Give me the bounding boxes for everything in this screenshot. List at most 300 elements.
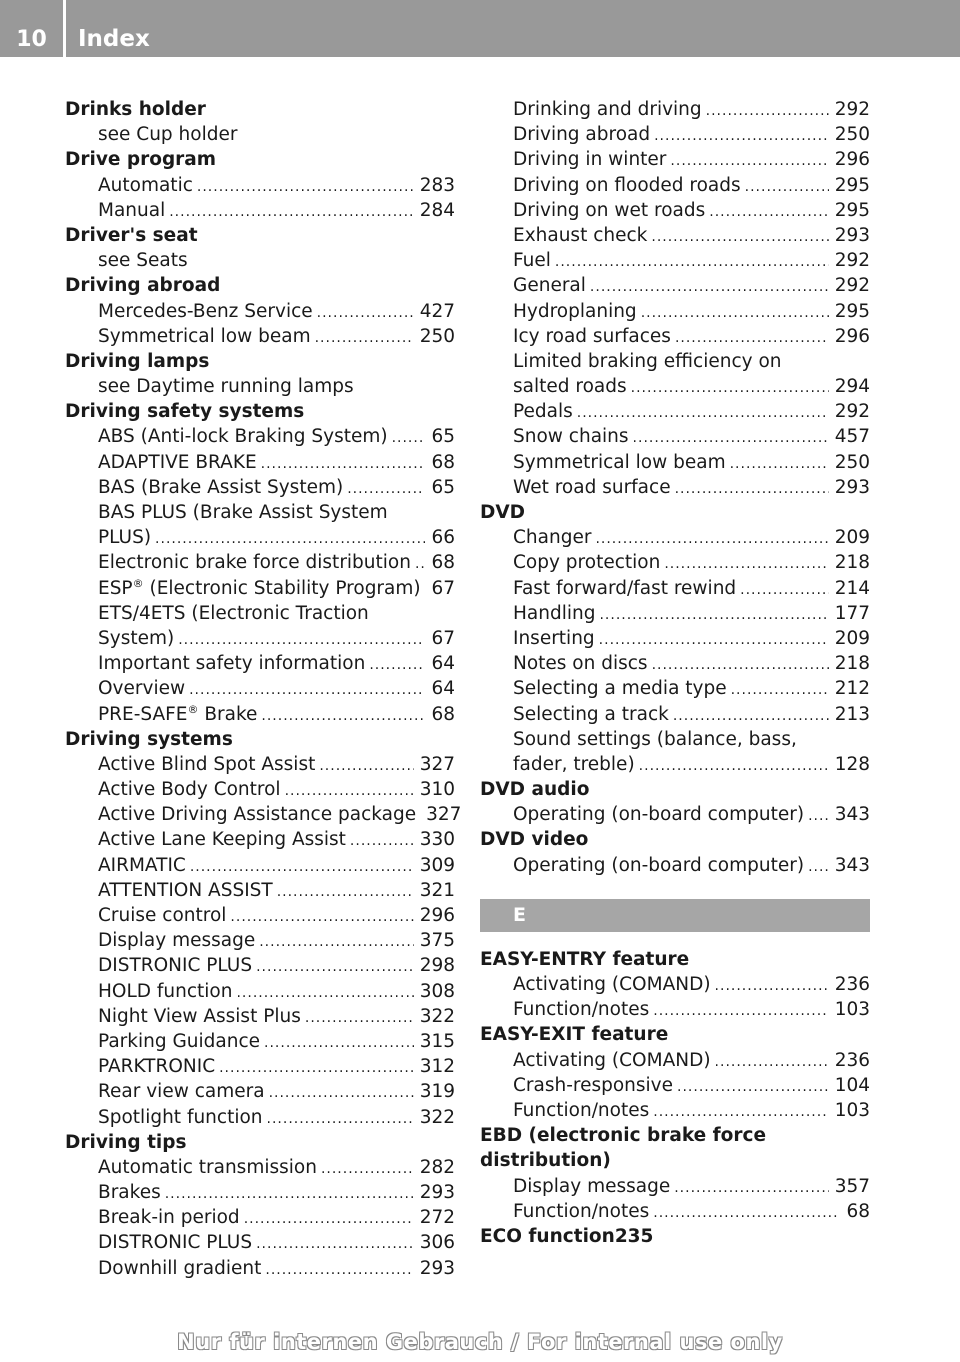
page-reference: 218 bbox=[834, 653, 870, 675]
entry-label: Fast forward/fast rewind bbox=[513, 577, 737, 599]
page-reference: 284 bbox=[419, 199, 455, 221]
page-reference: 427 bbox=[419, 300, 455, 322]
page-reference: 272 bbox=[419, 1207, 455, 1229]
index-entry bbox=[480, 173, 870, 198]
index-entry bbox=[480, 223, 870, 248]
entry-label: Function/notes bbox=[513, 1200, 650, 1222]
entry-label: Mercedes-Benz Service bbox=[98, 300, 313, 322]
page-reference: 212 bbox=[834, 678, 870, 700]
dot-leader bbox=[653, 997, 828, 1022]
dot-leader bbox=[305, 1004, 414, 1029]
index-entry bbox=[65, 1054, 455, 1079]
page-reference: 322 bbox=[419, 1106, 455, 1128]
index-entry bbox=[480, 702, 870, 727]
entry-label: Driving on flooded roads bbox=[513, 174, 741, 196]
dot-leader bbox=[317, 299, 414, 324]
entry-label: Selecting a track bbox=[513, 703, 669, 725]
dot-leader bbox=[633, 424, 829, 449]
index-subentry: see Daytime running lamps bbox=[98, 376, 354, 398]
page-reference: 282 bbox=[419, 1156, 455, 1178]
dot-leader bbox=[670, 147, 828, 172]
index-entry bbox=[480, 576, 870, 601]
page-reference: 103 bbox=[834, 999, 870, 1021]
page-reference: 457 bbox=[834, 426, 870, 448]
dot-leader bbox=[321, 1155, 414, 1180]
index-entry bbox=[480, 997, 870, 1022]
index-entry bbox=[65, 1004, 455, 1029]
page-reference: 293 bbox=[834, 224, 870, 246]
index-subentry: Limited braking efficiency on bbox=[513, 350, 782, 372]
page-reference: 322 bbox=[419, 1005, 455, 1027]
entry-label: Hydroplaning bbox=[513, 300, 637, 322]
index-heading: Drive program bbox=[65, 149, 217, 171]
entry-label: ATTENTION ASSIST bbox=[98, 879, 273, 901]
entry-label: Pedals bbox=[513, 401, 573, 423]
dot-leader bbox=[654, 122, 829, 147]
entry-label: Operating (on-board computer) bbox=[513, 854, 805, 876]
entry-label: BAS (Brake Assist System) bbox=[98, 476, 344, 498]
index-heading: Driving lamps bbox=[65, 350, 210, 372]
page-reference: 292 bbox=[834, 99, 870, 120]
index-entry bbox=[480, 424, 870, 449]
entry-label: Automatic transmission bbox=[98, 1156, 317, 1178]
dot-leader bbox=[631, 374, 829, 399]
entry-label: Active Lane Keeping Assist bbox=[98, 829, 346, 851]
index-entry bbox=[480, 97, 870, 122]
entry-label: Symmetrical low beam bbox=[98, 325, 311, 347]
page-reference: 68 bbox=[431, 552, 455, 574]
entry-label: PRE-SAFE® Brake bbox=[98, 702, 258, 725]
entry-label: AIRMATIC bbox=[98, 854, 186, 876]
dot-leader bbox=[319, 752, 413, 777]
index-entry bbox=[65, 777, 455, 802]
dot-leader bbox=[350, 827, 414, 852]
index-heading bbox=[480, 1224, 870, 1249]
dot-leader bbox=[715, 972, 829, 997]
page-reference: 295 bbox=[834, 300, 870, 322]
index-entry bbox=[480, 273, 870, 298]
entry-label: Cruise control bbox=[98, 905, 227, 926]
page-reference: 218 bbox=[834, 552, 870, 574]
index-entry bbox=[65, 928, 455, 953]
page-reference: 343 bbox=[834, 854, 870, 876]
index-entry bbox=[480, 601, 870, 626]
entry-label: DISTRONIC PLUS bbox=[98, 1232, 253, 1254]
entry-label: Exhaust check bbox=[513, 224, 648, 246]
index-entry bbox=[65, 299, 455, 324]
index-entry bbox=[65, 702, 455, 727]
index-heading: Driving systems bbox=[65, 728, 233, 750]
entry-label: Active Body Control bbox=[98, 779, 281, 801]
index-entry bbox=[480, 550, 870, 575]
dot-leader bbox=[269, 1079, 414, 1104]
dot-leader bbox=[189, 676, 425, 701]
index-heading: DVD bbox=[480, 502, 526, 523]
index-entry bbox=[65, 525, 455, 550]
dot-leader bbox=[244, 1205, 414, 1230]
dot-leader bbox=[347, 475, 425, 500]
dot-leader bbox=[236, 979, 413, 1004]
page-reference: 298 bbox=[419, 955, 455, 977]
page-reference: 296 bbox=[419, 905, 455, 926]
page-reference: 296 bbox=[834, 149, 870, 171]
dot-leader bbox=[599, 601, 828, 626]
index-entry bbox=[65, 651, 455, 676]
page-reference: 295 bbox=[834, 199, 870, 221]
index-heading: Driver's seat bbox=[65, 224, 198, 246]
entry-label: PLUS) bbox=[98, 527, 152, 549]
entry-label: Icy road surfaces bbox=[513, 325, 671, 347]
entry-label: Function/notes bbox=[513, 999, 650, 1021]
page-reference: 293 bbox=[419, 1182, 455, 1204]
index-entry bbox=[65, 953, 455, 978]
page-reference: 236 bbox=[834, 974, 870, 995]
entry-label: Rear view camera bbox=[98, 1081, 265, 1103]
index-entry bbox=[65, 853, 455, 878]
index-entry bbox=[480, 1199, 870, 1224]
index-column-right bbox=[480, 97, 870, 1249]
page-reference: 209 bbox=[834, 527, 870, 549]
dot-leader bbox=[745, 173, 829, 198]
page-reference: 103 bbox=[834, 1099, 870, 1121]
entry-label: Fuel bbox=[513, 250, 551, 272]
index-entry bbox=[65, 827, 455, 852]
entry-label: Driving on wet roads bbox=[513, 199, 706, 221]
index-subentry: ETS/4ETS (Electronic Traction bbox=[98, 602, 369, 624]
dot-leader bbox=[277, 878, 414, 903]
page-reference: 343 bbox=[834, 804, 870, 826]
index-entry bbox=[65, 1205, 455, 1230]
entry-label: ADAPTIVE BRAKE bbox=[98, 451, 257, 473]
page-reference: 65 bbox=[431, 426, 455, 448]
index-entry bbox=[65, 1105, 455, 1130]
entry-label: Operating (on-board computer) bbox=[513, 804, 805, 826]
index-subentry: Sound settings (balance, bass, bbox=[513, 728, 797, 750]
index-entry bbox=[480, 147, 870, 172]
entry-label: Snow chains bbox=[513, 426, 629, 448]
index-entry bbox=[480, 853, 870, 878]
index-heading: Drinks holder bbox=[65, 99, 206, 120]
page-reference: 213 bbox=[834, 703, 870, 725]
index-subentry: see Seats bbox=[98, 250, 188, 272]
dot-leader bbox=[190, 853, 414, 878]
dot-leader bbox=[730, 450, 829, 475]
dot-leader bbox=[715, 1048, 829, 1073]
entry-label: Automatic bbox=[98, 174, 193, 196]
entry-label: Important safety information bbox=[98, 653, 366, 675]
index-entry bbox=[65, 424, 455, 449]
index-entry bbox=[65, 1079, 455, 1104]
entry-label: Spotlight function bbox=[98, 1106, 263, 1128]
page-reference: 330 bbox=[419, 829, 455, 851]
dot-leader bbox=[652, 651, 829, 676]
page-reference: 292 bbox=[834, 401, 870, 423]
dot-leader bbox=[673, 702, 829, 727]
entry-label: Manual bbox=[98, 199, 166, 221]
dot-leader bbox=[155, 525, 425, 550]
page-header bbox=[0, 0, 960, 57]
dot-leader bbox=[641, 299, 829, 324]
page-reference: 319 bbox=[419, 1081, 455, 1103]
dot-leader bbox=[285, 777, 414, 802]
page-reference: 309 bbox=[419, 854, 455, 876]
entry-label: HOLD function bbox=[98, 980, 233, 1002]
dot-leader bbox=[165, 1180, 414, 1205]
page-number: 10 bbox=[16, 27, 47, 52]
index-heading: distribution) bbox=[480, 1150, 611, 1172]
entry-label: Wet road surface bbox=[513, 476, 671, 498]
dot-leader bbox=[259, 928, 413, 953]
page-reference: 209 bbox=[834, 627, 870, 649]
entry-label: ECO function bbox=[480, 1225, 615, 1247]
page-reference: 327 bbox=[419, 753, 455, 775]
page-title: Index bbox=[78, 26, 150, 52]
dot-leader bbox=[425, 576, 426, 601]
page-reference: 250 bbox=[419, 325, 455, 347]
index-heading: DVD audio bbox=[480, 779, 590, 801]
index-entry bbox=[480, 122, 870, 147]
page-reference: 295 bbox=[834, 174, 870, 196]
page-reference: 66 bbox=[431, 527, 455, 549]
page-reference: 357 bbox=[834, 1175, 870, 1197]
entry-label: Night View Assist Plus bbox=[98, 1005, 301, 1027]
index-entry bbox=[65, 173, 455, 198]
dot-leader bbox=[577, 399, 829, 424]
index-heading: Driving tips bbox=[65, 1131, 187, 1153]
page-reference: 312 bbox=[419, 1056, 455, 1078]
index-heading: EASY-ENTRY feature bbox=[480, 948, 690, 970]
index-entry bbox=[480, 525, 870, 550]
page-reference: 67 bbox=[431, 627, 455, 649]
index-entry bbox=[65, 878, 455, 903]
dot-leader bbox=[267, 1105, 414, 1130]
dot-leader bbox=[265, 1256, 413, 1281]
index-entry bbox=[65, 576, 455, 601]
index-entry bbox=[480, 1098, 870, 1123]
entry-label: Crash-responsive bbox=[513, 1074, 674, 1096]
page-reference: 321 bbox=[419, 879, 455, 901]
entry-label: Display message bbox=[98, 930, 256, 952]
index-entry bbox=[65, 475, 455, 500]
entry-label: Selecting a media type bbox=[513, 678, 727, 700]
header-divider bbox=[63, 0, 66, 57]
page-reference: 68 bbox=[846, 1200, 870, 1222]
index-column-left bbox=[65, 97, 462, 1281]
page-reference: 294 bbox=[834, 376, 870, 398]
entry-label: DISTRONIC PLUS bbox=[98, 955, 253, 977]
dot-leader bbox=[256, 953, 414, 978]
entry-label: Notes on discs bbox=[513, 653, 648, 675]
dot-leader bbox=[230, 903, 413, 928]
dot-leader bbox=[674, 1174, 828, 1199]
page-reference: 315 bbox=[419, 1030, 455, 1052]
dot-leader bbox=[261, 450, 426, 475]
entry-label: Downhill gradient bbox=[98, 1257, 262, 1279]
page-reference: 283 bbox=[419, 174, 455, 196]
page-reference: 293 bbox=[419, 1257, 455, 1279]
index-entry bbox=[480, 676, 870, 701]
index-entry bbox=[65, 1029, 455, 1054]
entry-label: Drinking and driving bbox=[513, 99, 702, 120]
page-reference: 306 bbox=[419, 1232, 455, 1254]
index-entry bbox=[480, 651, 870, 676]
page-reference: 68 bbox=[431, 451, 455, 473]
dot-leader bbox=[675, 475, 829, 500]
entry-label: Copy protection bbox=[513, 552, 661, 574]
entry-label: Active Driving Assistance package bbox=[98, 804, 417, 826]
entry-label: Inserting bbox=[513, 627, 595, 649]
index-entry bbox=[480, 374, 870, 399]
entry-label: Active Blind Spot Assist bbox=[98, 753, 316, 775]
entry-label: Changer bbox=[513, 527, 592, 549]
footer-watermark: Nur für internen Gebrauch / For internal use only bbox=[177, 1330, 783, 1354]
dot-leader bbox=[369, 651, 425, 676]
index-entry bbox=[65, 626, 455, 651]
page-reference: 292 bbox=[834, 250, 870, 272]
entry-label: ESP® (Electronic Stability Program) bbox=[98, 576, 421, 599]
dot-leader bbox=[392, 424, 426, 449]
page-reference: 128 bbox=[834, 753, 870, 775]
index-entry bbox=[480, 626, 870, 651]
page-reference: 236 bbox=[834, 1049, 870, 1071]
index-entry bbox=[480, 1048, 870, 1073]
dot-leader bbox=[169, 198, 413, 223]
dot-leader bbox=[677, 1073, 829, 1098]
index-entry bbox=[480, 450, 870, 475]
dot-leader bbox=[651, 223, 828, 248]
index-heading: EASY-EXIT feature bbox=[480, 1024, 669, 1046]
section-letter-bar: E bbox=[480, 899, 870, 932]
page-reference: 308 bbox=[419, 980, 455, 1002]
index-entry bbox=[65, 1256, 455, 1281]
dot-leader bbox=[709, 198, 828, 223]
index-heading: EBD (electronic brake force bbox=[480, 1125, 767, 1147]
index-entry bbox=[480, 198, 870, 223]
dot-leader bbox=[808, 802, 829, 827]
page-reference: 296 bbox=[834, 325, 870, 347]
index-entry bbox=[480, 1073, 870, 1098]
dot-leader bbox=[264, 1029, 414, 1054]
dot-leader bbox=[178, 626, 425, 651]
dot-leader bbox=[599, 626, 829, 651]
index-entry bbox=[65, 979, 455, 1004]
dot-leader bbox=[639, 752, 829, 777]
page-reference: 104 bbox=[834, 1074, 870, 1096]
dot-leader bbox=[731, 676, 829, 701]
entry-label: Symmetrical low beam bbox=[513, 451, 726, 473]
dot-leader bbox=[590, 273, 829, 298]
index-entry bbox=[480, 1174, 870, 1199]
index-entry bbox=[480, 248, 870, 273]
page-reference: 235 bbox=[614, 1225, 654, 1247]
entry-label: Parking Guidance bbox=[98, 1030, 261, 1052]
dot-leader bbox=[256, 1230, 414, 1255]
entry-label: ABS (Anti-lock Braking System) bbox=[98, 426, 388, 448]
dot-leader bbox=[808, 853, 829, 878]
index-entry bbox=[480, 299, 870, 324]
entry-label: salted roads bbox=[513, 376, 627, 398]
page-reference: 327 bbox=[426, 804, 462, 826]
entry-label: Display message bbox=[513, 1175, 671, 1197]
page-reference: 64 bbox=[431, 653, 455, 675]
page-reference: 65 bbox=[431, 476, 455, 498]
index-entry bbox=[480, 972, 870, 997]
entry-label: System) bbox=[98, 627, 175, 649]
index-entry bbox=[65, 1180, 455, 1205]
index-entry bbox=[65, 676, 455, 701]
dot-leader bbox=[415, 550, 425, 575]
dot-leader bbox=[740, 576, 829, 601]
page-reference: 292 bbox=[834, 275, 870, 297]
index-heading: DVD video bbox=[480, 829, 589, 851]
index-entry bbox=[65, 802, 462, 827]
entry-label: Overview bbox=[98, 678, 186, 700]
dot-leader bbox=[675, 324, 829, 349]
page-reference: 64 bbox=[431, 678, 455, 700]
entry-label: Handling bbox=[513, 602, 596, 624]
entry-label: Brakes bbox=[98, 1182, 161, 1204]
dot-leader bbox=[555, 248, 829, 273]
index-entry bbox=[65, 550, 455, 575]
index-entry bbox=[480, 475, 870, 500]
entry-label: Driving in winter bbox=[513, 149, 667, 171]
page-reference: 375 bbox=[419, 930, 455, 952]
index-entry bbox=[480, 752, 870, 777]
page-reference: 310 bbox=[419, 779, 455, 801]
page-reference: 67 bbox=[431, 577, 455, 599]
entry-label: Function/notes bbox=[513, 1099, 650, 1121]
index-entry bbox=[65, 198, 455, 223]
index-entry bbox=[65, 324, 455, 349]
page-reference: 177 bbox=[834, 602, 870, 624]
index-entry bbox=[480, 399, 870, 424]
dot-leader bbox=[706, 97, 829, 122]
entry-label: Electronic brake force distribution bbox=[98, 552, 411, 574]
page-reference: 250 bbox=[834, 451, 870, 473]
dot-leader bbox=[595, 525, 828, 550]
index-entry bbox=[65, 450, 455, 475]
entry-label: PARKTRONIC bbox=[98, 1056, 216, 1078]
index-entry bbox=[65, 752, 455, 777]
dot-leader bbox=[261, 702, 425, 727]
index-subentry: see Cup holder bbox=[98, 124, 238, 146]
page-reference: 250 bbox=[834, 124, 870, 146]
index-entry bbox=[65, 1155, 455, 1180]
dot-leader bbox=[219, 1054, 414, 1079]
index-entry bbox=[65, 1230, 455, 1255]
index-entry bbox=[65, 903, 455, 928]
index-entry bbox=[480, 324, 870, 349]
index-subentry: BAS PLUS (Brake Assist System bbox=[98, 502, 388, 523]
index-heading: Driving safety systems bbox=[65, 401, 305, 423]
entry-label: Driving abroad bbox=[513, 124, 651, 146]
dot-leader bbox=[664, 550, 828, 575]
entry-label: Activating (COMAND) bbox=[513, 974, 711, 995]
entry-label: General bbox=[513, 275, 586, 297]
entry-label: Activating (COMAND) bbox=[513, 1049, 711, 1071]
dot-leader bbox=[653, 1199, 840, 1224]
dot-leader bbox=[197, 173, 414, 198]
dot-leader bbox=[653, 1098, 828, 1123]
index-heading: Driving abroad bbox=[65, 275, 221, 297]
entry-label: Break-in period bbox=[98, 1207, 240, 1229]
page-reference: 68 bbox=[431, 703, 455, 725]
entry-label: fader, treble) bbox=[513, 753, 635, 775]
page-reference: 293 bbox=[834, 476, 870, 498]
page-reference: 214 bbox=[834, 577, 870, 599]
dot-leader bbox=[315, 324, 414, 349]
index-entry bbox=[480, 802, 870, 827]
